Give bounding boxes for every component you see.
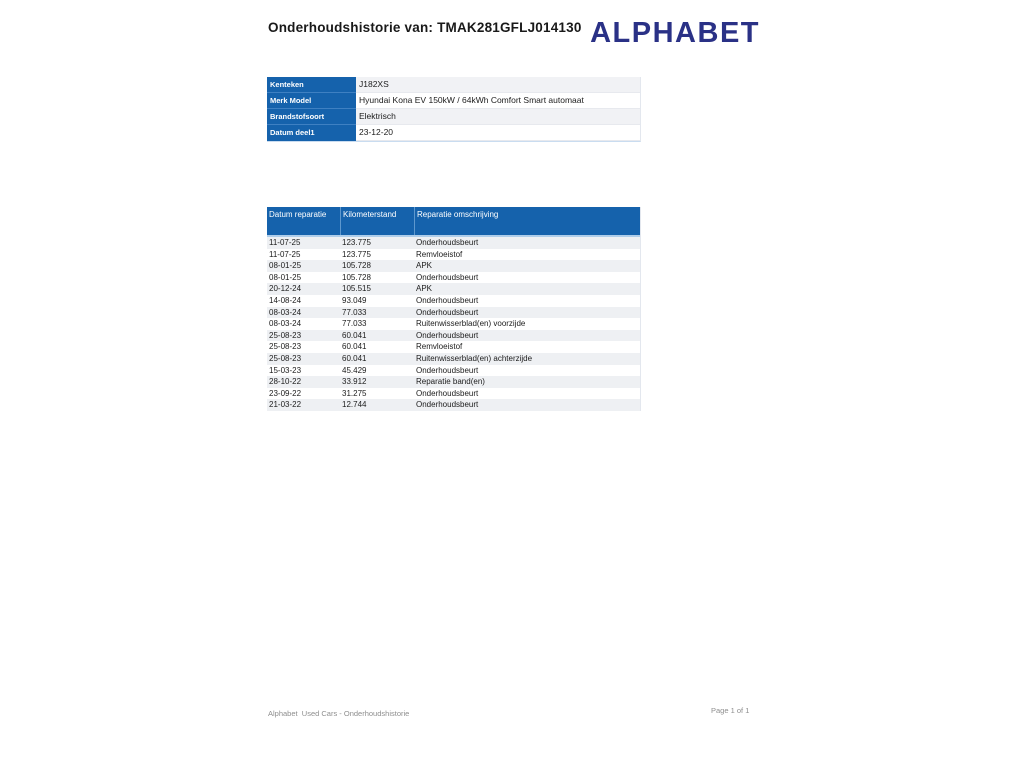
history-description-cell: Onderhoudsbeurt bbox=[416, 295, 479, 305]
history-description-cell: Ruitenwisserblad(en) voorzijde bbox=[416, 319, 526, 329]
history-km-cell: 33.912 bbox=[342, 377, 367, 387]
vehicle-info-table bbox=[267, 77, 641, 142]
history-date-cell: 11-07-25 bbox=[269, 238, 301, 247]
history-km-cell: 77.033 bbox=[342, 319, 367, 329]
history-description-cell: Onderhoudsbeurt bbox=[416, 330, 479, 340]
vehicle-info-rows bbox=[267, 77, 640, 141]
history-km-cell: 60.041 bbox=[342, 330, 367, 340]
history-row bbox=[267, 260, 640, 272]
history-km-cell: 45.429 bbox=[342, 365, 367, 375]
history-header-datum-reparatie: Datum reparatie bbox=[269, 210, 327, 219]
history-km-cell: 60.041 bbox=[342, 353, 367, 363]
maintenance-history-table bbox=[267, 207, 641, 411]
history-description-cell: Remvloeistof bbox=[416, 249, 463, 259]
footer-document-label: Alphabet Used Cars - Onderhoudshistorie bbox=[268, 709, 410, 718]
history-row bbox=[267, 249, 640, 261]
vehicle-info-label: Datum deel1 bbox=[267, 125, 356, 141]
history-km-cell: 123.775 bbox=[342, 249, 371, 259]
history-date-cell: 20-12-24 bbox=[269, 284, 302, 294]
vehicle-info-row bbox=[267, 125, 640, 141]
footer-page-number: Page 1 of 1 bbox=[711, 706, 750, 715]
history-description-cell: Onderhoudsbeurt bbox=[416, 400, 479, 410]
history-km-cell: 105.515 bbox=[342, 284, 371, 294]
history-row bbox=[267, 399, 640, 411]
history-km-cell: 105.728 bbox=[342, 261, 371, 271]
history-km-cell: 31.275 bbox=[342, 388, 367, 398]
history-row bbox=[267, 272, 640, 284]
history-description-cell: Onderhoudsbeurt bbox=[416, 238, 479, 247]
history-km-cell: 60.041 bbox=[342, 342, 367, 352]
history-date-cell: 08-03-24 bbox=[269, 319, 302, 329]
history-row bbox=[267, 365, 640, 377]
history-description-cell: APK bbox=[416, 284, 433, 294]
history-date-cell: 08-03-24 bbox=[269, 307, 302, 317]
history-description-cell: Onderhoudsbeurt bbox=[416, 307, 479, 317]
history-date-cell: 23-09-22 bbox=[269, 388, 302, 398]
vehicle-info-label: Kenteken bbox=[267, 77, 356, 93]
history-date-cell: 11-07-25 bbox=[269, 249, 301, 259]
vehicle-info-label: Brandstofsoort bbox=[267, 109, 356, 125]
history-row bbox=[267, 341, 640, 353]
history-description-cell: APK bbox=[416, 261, 433, 271]
history-row bbox=[267, 376, 640, 388]
history-date-cell: 25-08-23 bbox=[269, 353, 302, 363]
history-date-cell: 14-08-24 bbox=[269, 295, 302, 305]
history-date-cell: 08-01-25 bbox=[269, 272, 302, 282]
history-date-cell: 21-03-22 bbox=[269, 400, 302, 410]
vehicle-info-label: Merk Model bbox=[267, 93, 356, 109]
history-date-cell: 25-08-23 bbox=[269, 342, 302, 352]
history-row bbox=[267, 388, 640, 400]
history-description-cell: Onderhoudsbeurt bbox=[416, 388, 479, 398]
history-date-cell: 15-03-23 bbox=[269, 365, 302, 375]
history-row bbox=[267, 353, 640, 365]
history-header-row bbox=[267, 207, 640, 237]
vehicle-info-value: Elektrisch bbox=[356, 109, 640, 125]
vehicle-info-value: 23-12-20 bbox=[356, 125, 640, 141]
page-title: Onderhoudshistorie van: TMAK281GFLJ014130 bbox=[268, 20, 582, 35]
history-km-cell: 77.033 bbox=[342, 307, 367, 317]
history-description-cell: Onderhoudsbeurt bbox=[416, 365, 479, 375]
history-row bbox=[267, 295, 640, 307]
history-date-cell: 08-01-25 bbox=[269, 261, 302, 271]
history-description-cell: Reparatie band(en) bbox=[416, 377, 485, 387]
vehicle-info-row bbox=[267, 77, 640, 93]
history-header-reparatie-omschrijving: Reparatie omschrijving bbox=[414, 207, 640, 235]
history-description-cell: Remvloeistof bbox=[416, 342, 463, 352]
history-description-cell: Ruitenwisserblad(en) achterzijde bbox=[416, 353, 533, 363]
history-km-cell: 12.744 bbox=[342, 400, 367, 410]
vehicle-info-value: J182XS bbox=[356, 77, 640, 93]
history-km-cell: 123.775 bbox=[342, 238, 371, 247]
history-row bbox=[267, 237, 640, 249]
history-km-cell: 105.728 bbox=[342, 272, 371, 282]
history-row bbox=[267, 330, 640, 342]
history-km-cell: 93.049 bbox=[342, 295, 367, 305]
history-row bbox=[267, 307, 640, 319]
history-row bbox=[267, 318, 640, 330]
alphabet-logo: ALPHABET bbox=[590, 17, 760, 49]
history-date-cell: 28-10-22 bbox=[269, 377, 302, 387]
history-rows bbox=[267, 237, 640, 411]
history-description-cell: Onderhoudsbeurt bbox=[416, 272, 479, 282]
vehicle-info-row bbox=[267, 93, 640, 109]
vehicle-info-row bbox=[267, 109, 640, 125]
vehicle-info-value: Hyundai Kona EV 150kW / 64kWh Comfort Smart automaat bbox=[356, 93, 640, 109]
history-date-cell: 25-08-23 bbox=[269, 330, 302, 340]
history-row bbox=[267, 283, 640, 295]
history-header-kilometerstand: Kilometerstand bbox=[340, 207, 414, 235]
